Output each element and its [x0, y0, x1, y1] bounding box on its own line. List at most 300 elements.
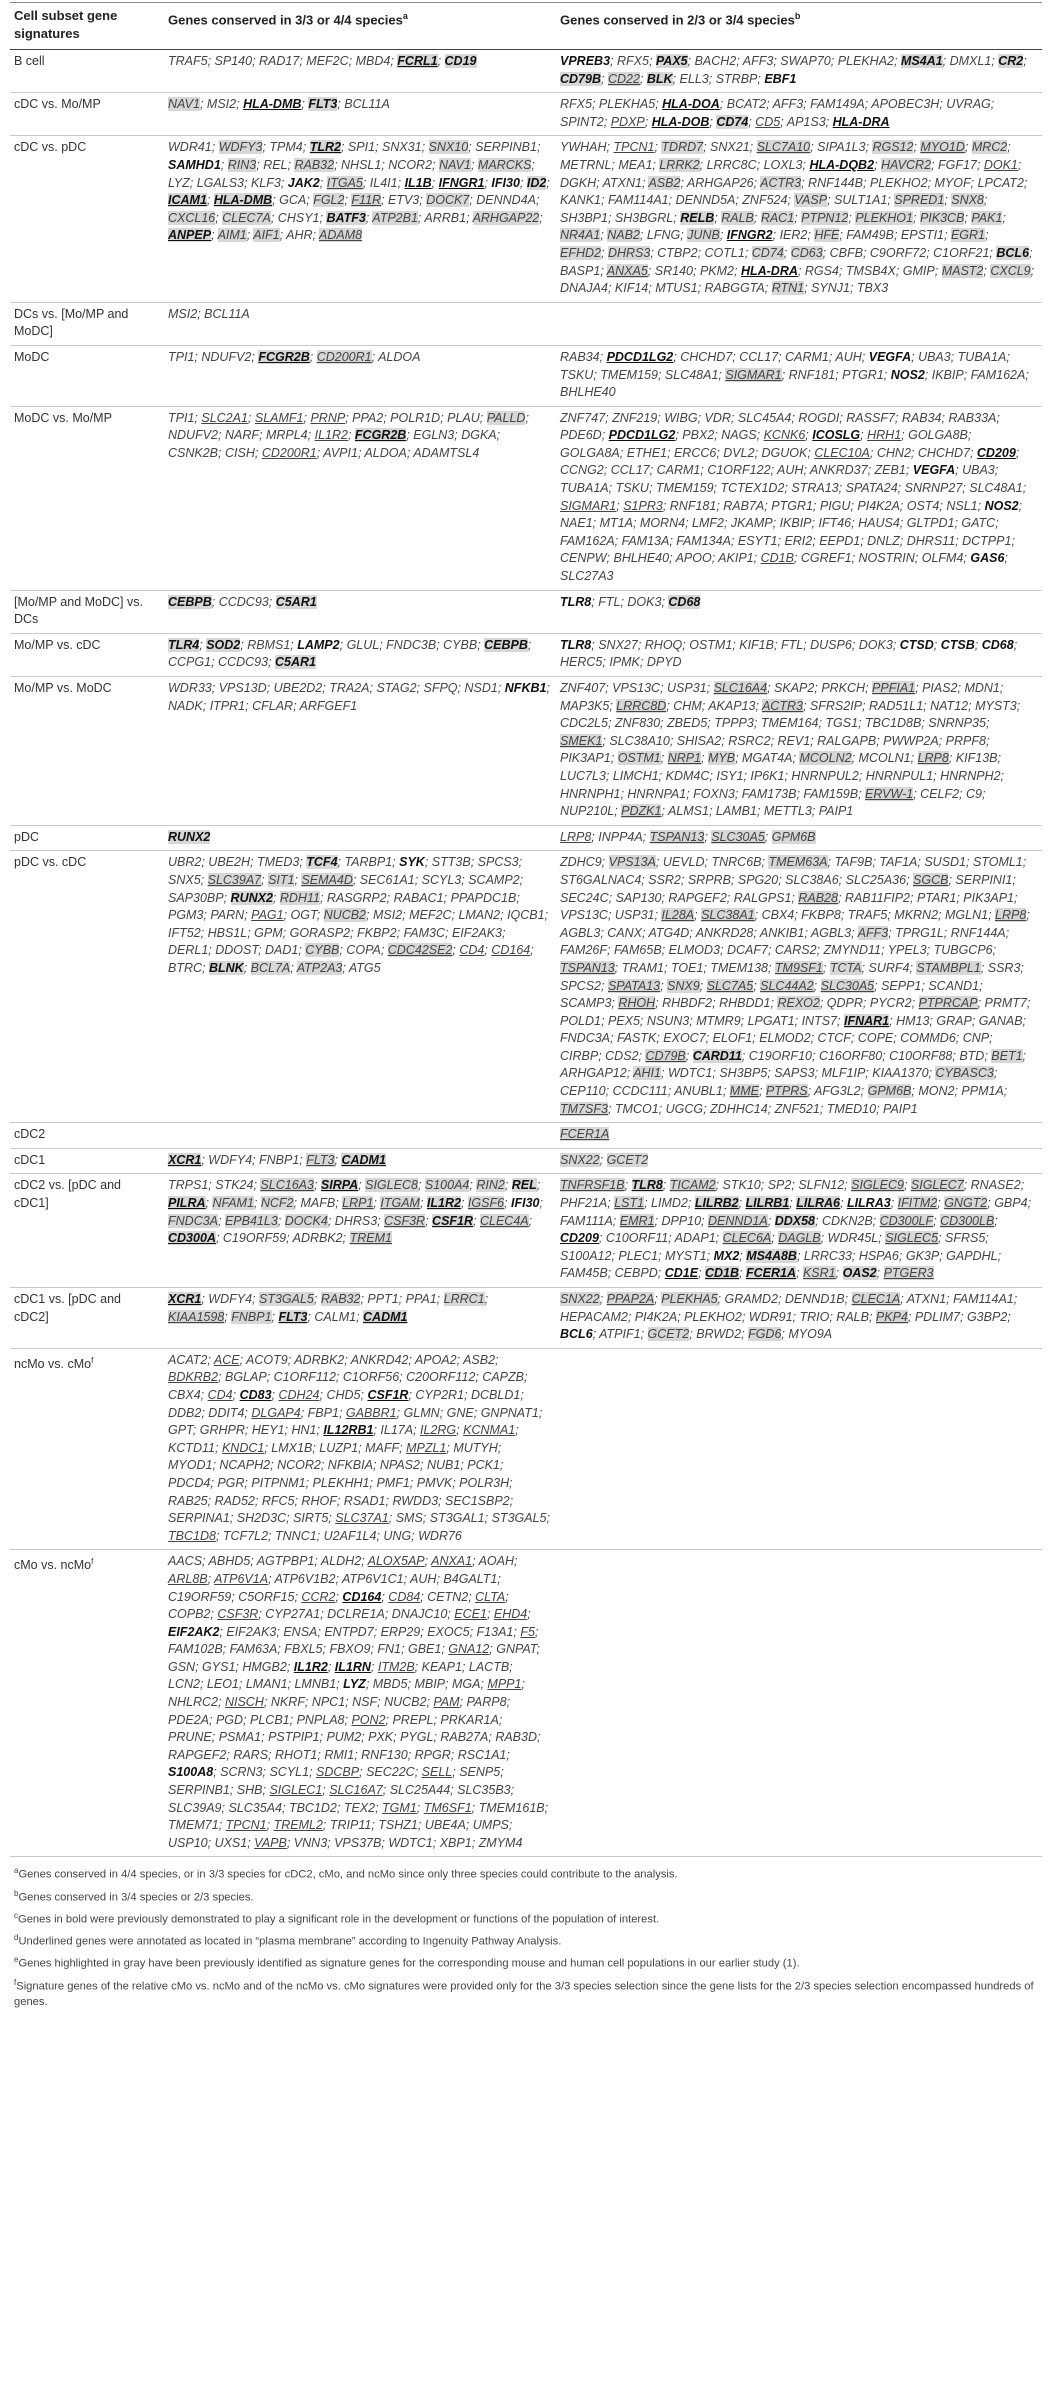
- gene: FNDC3A: [560, 1031, 611, 1046]
- gene: SIGLEC1: [269, 1783, 323, 1798]
- gene: DCLRE1A: [327, 1607, 385, 1622]
- gene: VASP: [794, 193, 828, 208]
- gene: RAC1: [760, 210, 795, 225]
- gene: PRPF8: [945, 733, 986, 748]
- gene: BGLAP: [224, 1370, 267, 1385]
- gene: GCA: [279, 193, 307, 208]
- row-label: cDC2: [10, 1123, 164, 1149]
- gene: NCOR2: [277, 1458, 321, 1473]
- gene: LIMD2: [651, 1196, 688, 1211]
- gene: AUH: [777, 463, 804, 478]
- gene: TLR8: [560, 594, 592, 609]
- gene: TPI1: [168, 410, 195, 425]
- gene: SSR3: [987, 960, 1021, 975]
- gene: VPS13C: [612, 681, 661, 695]
- gene: FLT3: [278, 1309, 308, 1324]
- gene: PTGR1: [771, 498, 813, 513]
- gene: ALDOA: [364, 445, 407, 460]
- genes-conserved-partial: TLR8; FTL; DOK3; CD68: [556, 590, 1042, 633]
- gene: ZNF521: [774, 1101, 820, 1116]
- gene: SEC22C: [366, 1765, 415, 1780]
- gene: C19ORF59: [168, 1589, 232, 1604]
- gene: NADK: [168, 698, 203, 713]
- gene: FLT3: [308, 97, 338, 112]
- gene: ITM2B: [377, 1659, 415, 1674]
- gene: NPC1: [311, 1695, 346, 1710]
- gene: SLC30A5: [820, 978, 875, 993]
- gene: FAM114A1: [607, 193, 669, 208]
- gene: GRHPR: [199, 1423, 245, 1438]
- gene: LUZP1: [319, 1440, 359, 1455]
- gene: NSD1: [464, 681, 498, 695]
- gene: ARFGEF1: [299, 698, 358, 713]
- gene: WDR41: [168, 140, 212, 155]
- gene: CD79B: [645, 1048, 686, 1063]
- gene: SELL: [421, 1765, 453, 1780]
- gene: CD300LB: [940, 1213, 995, 1228]
- gene: TMEM164: [760, 716, 819, 731]
- gene: ATP6V1C1: [341, 1571, 404, 1586]
- gene: PPT1: [367, 1292, 399, 1306]
- gene: CANX: [607, 925, 642, 940]
- row-label: MoDC: [10, 345, 164, 406]
- gene: MGLN1: [945, 908, 989, 923]
- table-row: [10, 677, 1042, 826]
- gene: CHN2: [876, 445, 911, 460]
- gene: MSI2: [168, 306, 198, 321]
- gene: CDKN2B: [821, 1213, 873, 1228]
- table-row: [10, 136, 1042, 302]
- gene: PMF1: [376, 1475, 410, 1490]
- gene: GSN: [168, 1659, 196, 1674]
- gene: NUB1: [426, 1458, 461, 1473]
- gene: HNRNPUL1: [865, 768, 934, 783]
- gene: DAGLB: [778, 1231, 821, 1246]
- gene: RBMS1: [247, 637, 291, 652]
- gene: ALDH2: [320, 1554, 362, 1569]
- gene: MYO1D: [920, 140, 965, 155]
- gene: PLEKHO2: [684, 1309, 742, 1324]
- gene: EHD4: [493, 1607, 528, 1622]
- gene: C5ORF15: [238, 1589, 295, 1604]
- gene: CALM1: [314, 1309, 357, 1324]
- gene: PKP4: [875, 1309, 908, 1324]
- table-row: [10, 633, 1042, 676]
- gene: COPA: [346, 943, 381, 958]
- gene: VPS13D: [218, 681, 267, 695]
- gene: CDH24: [278, 1387, 320, 1402]
- gene: TEX2: [343, 1800, 376, 1815]
- gene: FGL2: [313, 193, 345, 208]
- gene: FBP1: [307, 1405, 339, 1420]
- gene: PPAPDC1B: [450, 890, 517, 905]
- gene: CNP: [962, 1031, 990, 1046]
- gene: CCL17: [739, 349, 779, 364]
- genes-conserved-all: TRAF5; SP140; RAD17; MEF2C; MBD4; FCRL1; CD19: [164, 50, 556, 93]
- gene: ZDHHC14: [710, 1101, 768, 1116]
- gene: PI4K2A: [857, 498, 900, 513]
- gene: NOSTRIN: [858, 551, 915, 566]
- gene: CSF1R: [432, 1213, 474, 1228]
- gene: TUBGCP6: [933, 943, 993, 958]
- gene: FASTK: [616, 1031, 657, 1046]
- gene: DENND1A: [708, 1213, 768, 1228]
- gene: LPGAT1: [747, 1013, 795, 1028]
- gene: ERP29: [380, 1624, 421, 1639]
- gene: CXCL16: [168, 210, 216, 225]
- gene: C5AR1: [275, 655, 316, 670]
- gene: IER2: [779, 228, 808, 243]
- gene: DOCK7: [426, 193, 470, 208]
- gene: ATP2A3: [296, 960, 343, 975]
- gene: CYP27A1: [265, 1607, 321, 1622]
- gene: CIRBP: [560, 1048, 599, 1063]
- gene: RHOT1: [275, 1747, 318, 1762]
- gene: GMIP: [902, 263, 935, 278]
- gene: IPMK: [609, 655, 640, 670]
- gene: SLC16A3: [260, 1178, 314, 1193]
- gene: TMEM63A: [768, 855, 828, 870]
- gene: RNF144B: [808, 175, 863, 190]
- row-label: cDC1: [10, 1148, 164, 1174]
- gene: RUNX2: [168, 829, 211, 844]
- gene: PILRA: [168, 1196, 206, 1211]
- gene: TRIO: [799, 1309, 830, 1324]
- gene: HLA-DOA: [662, 97, 720, 112]
- gene: RAD17: [259, 54, 300, 68]
- gene: TAF9B: [834, 855, 873, 870]
- gene: TLR8: [560, 637, 592, 652]
- gene: REL: [263, 157, 288, 172]
- row-label: cDC2 vs. [pDC and cDC1]: [10, 1174, 164, 1288]
- gene: FAM134A: [676, 533, 731, 548]
- gene: SLC25A44: [389, 1783, 451, 1798]
- gene: TMEM159: [600, 367, 658, 382]
- gene: C10ORF11: [605, 1231, 669, 1246]
- gene: RALGAPB: [817, 733, 877, 748]
- gene: CD19: [444, 54, 477, 68]
- gene: CD4: [207, 1387, 233, 1402]
- gene: TGS1: [825, 716, 859, 731]
- gene: MSI2: [206, 97, 237, 112]
- gene: G3BP2: [966, 1309, 1008, 1324]
- gene: TGM1: [382, 1800, 417, 1815]
- gene: TLR8: [631, 1178, 663, 1193]
- gene: NHLRC2: [168, 1695, 219, 1710]
- gene: SLC48A1: [664, 367, 719, 382]
- gene: WDR91: [748, 1309, 793, 1324]
- gene: TMEM138: [710, 960, 768, 975]
- gene: SWAP70: [780, 54, 831, 68]
- gene: IL1B: [404, 175, 432, 190]
- gene: CD4: [459, 943, 485, 958]
- gene: ATG4D: [648, 925, 690, 940]
- gene: CD74: [751, 245, 784, 260]
- gene: CISH: [224, 445, 255, 460]
- gene: MS4A1: [900, 54, 943, 68]
- gene: LMX1B: [271, 1440, 313, 1455]
- gene: UXS1: [214, 1835, 248, 1850]
- gene: LRRC33: [803, 1248, 852, 1263]
- genes-conserved-partial: TLR8; SNX27; RHOQ; OSTM1; KIF1B; FTL; DUSP6; DOK3; CTSD; CTSB; CD68; HERC5; IPMK; DPYD: [556, 633, 1042, 676]
- gene: RAB32: [294, 157, 335, 172]
- gene: DHRS3: [607, 245, 651, 260]
- gene: PPFIA1: [872, 681, 916, 695]
- gene: TAF1A: [879, 855, 918, 870]
- gene: RAB28: [798, 890, 838, 905]
- gene: HNRNPUL2: [791, 768, 859, 783]
- gene: SDCBP: [316, 1765, 360, 1780]
- gene: TMCO1: [614, 1101, 659, 1116]
- gene: PARN: [210, 908, 245, 923]
- gene: CHSY1: [277, 210, 320, 225]
- gene: SRPRB: [687, 872, 731, 887]
- gene: CBX4: [168, 1387, 201, 1402]
- gene: LRRK2: [659, 157, 700, 172]
- gene: RAD51L1: [868, 698, 924, 713]
- gene: TMEM71: [168, 1818, 219, 1833]
- gene: BHLHE40: [613, 551, 670, 566]
- gene: MGAT4A: [742, 751, 793, 766]
- gene: UBR2: [168, 855, 202, 870]
- gene: INPP4A: [598, 829, 643, 844]
- gene: CLEC7A: [222, 210, 271, 225]
- gene: GATC: [961, 516, 996, 531]
- gene: F11R: [351, 193, 382, 208]
- gene: NAGS: [721, 428, 757, 443]
- gene: ANXA1: [431, 1554, 473, 1569]
- gene: MTUS1: [655, 281, 698, 296]
- gene: CARM1: [656, 463, 701, 478]
- gene: SAP130: [615, 890, 662, 905]
- gene: ANXA5: [606, 263, 648, 278]
- gene: ADRBK2: [292, 1231, 343, 1246]
- genes-conserved-all: NAV1; MSI2; HLA-DMB; FLT3; BCL11A: [164, 93, 556, 136]
- gene: PKM2: [699, 263, 734, 278]
- gene: SLC16A4: [713, 681, 768, 695]
- gene: RAB34: [901, 410, 942, 425]
- gene: EXOC5: [427, 1624, 470, 1639]
- gene: PARP8: [466, 1695, 507, 1710]
- gene: KANK1: [560, 193, 601, 208]
- gene: SLC37A1: [335, 1511, 389, 1526]
- gene: SLC39A9: [168, 1800, 222, 1815]
- gene: JUNB: [687, 228, 720, 243]
- gene: APOO: [675, 551, 712, 566]
- gene: CD164: [342, 1589, 382, 1604]
- gene: SLC39A7: [207, 872, 262, 887]
- gene: MYST1: [664, 1248, 707, 1263]
- gene: UNG: [383, 1528, 412, 1543]
- gene: EBF1: [764, 71, 797, 86]
- gene: SNX21: [710, 140, 750, 155]
- gene: LILRB2: [694, 1196, 739, 1211]
- gene: CETN2: [427, 1589, 469, 1604]
- gene: RHBDF2: [662, 996, 713, 1011]
- gene: SEC1SBP2: [445, 1493, 510, 1508]
- gene: ADAM8: [319, 228, 363, 243]
- genes-conserved-all: WDR41; WDFY3; TPM4; TLR2; SPI1; SNX31; SNX10; SERPINB1; SAMHD1; RIN3; REL; RAB32; NHSL1; NCOR2; NAV1; MARCKS; LYZ; LGALS3; KLF3; JAK2; ITGA5; IL4I1; IL1B; IFNGR1; IFI30; ID2; ICAM1; HLA-DMB; GCA; FGL2; F11R; ETV3; DOCK7; DENND4A; CXCL16; CLEC7A; CHSY1; BATF3; ATP2B1; ARRB1; ARHGAP22; ANPEP; AIM1; AIF1; AHR; ADAM8: [164, 136, 556, 302]
- gene: PPM1A: [961, 1084, 1004, 1099]
- gene: PLEKHO1: [855, 210, 913, 225]
- gene: CLEC10A: [814, 445, 870, 460]
- gene: LCN2: [168, 1677, 200, 1692]
- gene: HMGB2: [242, 1659, 287, 1674]
- gene: SPRED1: [894, 193, 945, 208]
- gene: OST4: [906, 498, 940, 513]
- gene: HLA-DQB2: [809, 157, 875, 172]
- gene: DOCK4: [284, 1213, 328, 1228]
- gene: CHCHD7: [680, 349, 733, 364]
- gene: AIF1: [253, 228, 280, 243]
- gene: BTRC: [168, 960, 203, 975]
- gene: ACOT9: [246, 1352, 288, 1367]
- gene: PLEC1: [618, 1248, 658, 1263]
- gene: LRP8: [560, 829, 592, 844]
- gene: CCDC93: [218, 655, 269, 670]
- gene: SLC38A1: [701, 908, 755, 923]
- gene: XCR1: [168, 1152, 202, 1167]
- gene: DOK1: [983, 157, 1018, 172]
- gene: SLC2A1: [201, 410, 248, 425]
- gene: KNDC1: [221, 1440, 265, 1455]
- gene: NISCH: [224, 1695, 264, 1710]
- gene: ETHE1: [626, 445, 667, 460]
- gene: SLC35B3: [457, 1783, 511, 1798]
- gene: SURF4: [868, 960, 910, 975]
- gene: ZEB1: [874, 463, 906, 478]
- gene: AFF3: [772, 97, 804, 112]
- gene: LIMCH1: [612, 768, 659, 783]
- gene: ZNF219: [612, 410, 658, 425]
- gene: MX2: [713, 1248, 740, 1263]
- gene: TM6SF1: [423, 1800, 472, 1815]
- gene: PI4K2A: [634, 1309, 678, 1324]
- gene: RFC5: [261, 1493, 295, 1508]
- gene: LRRC8C: [706, 157, 757, 172]
- gene: VPS13A: [608, 855, 656, 870]
- gene: IL1RN: [334, 1659, 371, 1674]
- gene: SLC30A5: [711, 829, 765, 844]
- gene: ALMS1: [667, 804, 709, 819]
- gene: USP31: [614, 908, 655, 923]
- gene: RFX5: [560, 97, 592, 112]
- row-label: B cell: [10, 50, 164, 93]
- gene: CTSB: [940, 637, 975, 652]
- gene: ASB2: [648, 175, 681, 190]
- gene: CARS2: [774, 943, 817, 958]
- gene: MBD4: [355, 54, 391, 68]
- gene: SH3BP5: [719, 1066, 768, 1081]
- gene: ITGA5: [326, 175, 363, 190]
- gene: CARD11: [692, 1048, 742, 1063]
- gene: ABHD5: [208, 1554, 251, 1569]
- gene: FTL: [780, 637, 804, 652]
- gene: SPATA13: [607, 978, 661, 993]
- row-label: Mo/MP vs. MoDC: [10, 677, 164, 826]
- gene: GRAP: [936, 1013, 972, 1028]
- gene: PAG1: [251, 908, 284, 923]
- gene: CD68: [981, 637, 1014, 652]
- gene: TSPAN13: [560, 960, 615, 975]
- gene: IQCB1: [507, 908, 545, 923]
- gene: ASB2: [463, 1352, 496, 1367]
- gene: PIAS2: [922, 681, 958, 695]
- gene: SPATA24: [845, 481, 898, 496]
- gene: PAIP1: [883, 1101, 918, 1116]
- gene: PIGU: [819, 498, 851, 513]
- gene: ARHGAP26: [686, 175, 754, 190]
- gene: FAM111A: [560, 1213, 613, 1228]
- gene: POLD1: [560, 1013, 601, 1028]
- gene: UBE2H: [208, 855, 250, 870]
- gene: BLK: [646, 71, 673, 86]
- gene: EFHD2: [560, 245, 601, 260]
- gene: IFNGR1: [438, 175, 485, 190]
- gene: C16ORF80: [818, 1048, 883, 1063]
- gene: RPGR: [414, 1747, 451, 1762]
- gene: DDX58: [774, 1213, 815, 1228]
- gene: CADM1: [363, 1309, 408, 1324]
- gene: PTPRCAP: [918, 996, 978, 1011]
- gene: CLEC4A: [479, 1213, 529, 1228]
- gene: ECE1: [454, 1607, 487, 1622]
- gene: LMAN1: [245, 1677, 288, 1692]
- gene: SNRNP35: [928, 716, 986, 731]
- gene: GABBR1: [345, 1405, 397, 1420]
- gene: TDRD7: [661, 140, 704, 155]
- row-label: cMo vs. ncMo$^f$: [10, 1550, 164, 1857]
- gene: BTD: [959, 1048, 985, 1063]
- genes-conserved-partial: [556, 1348, 1042, 1550]
- genes-conserved-all: TPI1; SLC2A1; SLAMF1; PRNP; PPA2; POLR1D; PLAU; PALLD; NDUFV2; NARF; MRPL4; IL1R2; FCGR2B; EGLN3; DGKA; CSNK2B; CISH; CD200R1; AVPI1; ALDOA; ADAMTSL4: [164, 406, 556, 590]
- gene: NPAS2: [379, 1458, 420, 1473]
- gene: PGR: [217, 1475, 245, 1490]
- gene: PDZK1: [621, 804, 662, 819]
- gene: CD1B: [760, 551, 794, 566]
- gene: IL17A: [380, 1423, 414, 1438]
- gene: VPS13C: [560, 908, 608, 923]
- gene: ANKRD42: [350, 1352, 409, 1367]
- gene: IFNAR1: [843, 1013, 890, 1028]
- gene: SIGMAR1: [560, 498, 617, 513]
- gene: INTS7: [801, 1013, 838, 1028]
- gene: SNRNP27: [904, 481, 963, 496]
- genes-conserved-partial: ZNF747; ZNF219; WIBG; VDR; SLC45A4; ROGDI; RASSF7; RAB34; RAB33A; PDE6D; PDCD1LG2; PBX2; NAGS; KCNK6; ICOSLG; HRH1; GOLGA8B; GOLGA8A; ETHE1; ERCC6; DVL2; DGUOK; CLEC10A; CHN2; CHCHD7; CD209; CCNG2; CCL17; CARM1; C1ORF122; AUH; ANKRD37; ZEB1; VEGFA; UBA3; TUBA1A; TSKU; TMEM159; TCTEX1D2; STRA13; SPATA24; SNRNP27; SLC48A1; SIGMAR1; S1PR3; RNF181; RAB7A; PTGR1; PIGU; PI4K2A; OST4; NSL1; NOS2; NAE1; MT1A; MORN4; LMF2; JKAMP; IKBIP; IFT46; HAUS4; GLTPD1; GATC; FAM162A; FAM13A; FAM134A; ESYT1; ERI2; EEPD1; DNLZ; DHRS11; DCTPP1; CENPW; BHLHE40; APOO; AKIP1; CD1B; CGREF1; NOSTRIN; OLFM4; GAS6; SLC27A3: [556, 406, 1042, 590]
- gene: PDXP: [610, 114, 645, 129]
- gene: ATG5: [348, 960, 381, 975]
- gene: IL28A: [661, 908, 695, 923]
- gene: C1ORF122: [707, 463, 771, 478]
- gene: PTPRS: [765, 1084, 808, 1099]
- gene: CD300LF: [879, 1213, 934, 1228]
- gene: RSC1A1: [457, 1747, 507, 1762]
- gene: LYZ: [168, 175, 190, 190]
- gene: PTAR1: [916, 890, 957, 905]
- gene: PLEKHA2: [837, 54, 894, 68]
- gene: SIPA1L3: [817, 140, 866, 155]
- gene: TLR2: [309, 140, 341, 155]
- gene: SLC38A10: [609, 733, 670, 748]
- gene: RDH11: [279, 890, 320, 905]
- gene: C10ORF88: [889, 1048, 953, 1063]
- gene: SNX10: [428, 140, 469, 155]
- gene: CSNK2B: [168, 445, 219, 460]
- gene: FCGR2B: [354, 428, 407, 443]
- gene: STRA13: [791, 481, 839, 496]
- gene: FOXN3: [693, 786, 735, 801]
- gene: SIGMAR1: [725, 367, 782, 382]
